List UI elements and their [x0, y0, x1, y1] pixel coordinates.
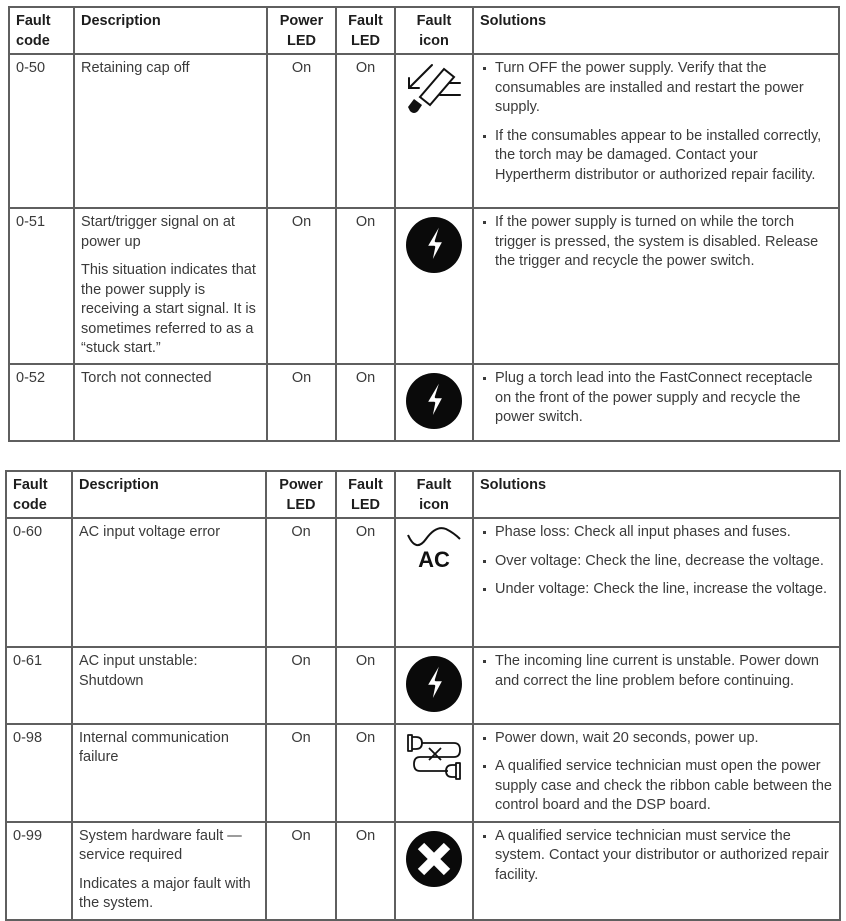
solutions: [473, 54, 839, 208]
power-led: On: [266, 647, 336, 724]
fault-code: 0-51: [9, 208, 74, 364]
solution-item: Over voltage: Check the line, decrease the voltage.: [480, 552, 833, 572]
fault-led: On: [336, 518, 395, 647]
header-fault-code: Fault code: [6, 471, 72, 518]
fault-code: 0-60: [6, 518, 72, 647]
power-led: On: [266, 724, 336, 822]
table-row: [6, 518, 840, 647]
fault-icon-cell: [395, 518, 473, 647]
fault-code: 0-99: [6, 822, 72, 920]
solution-item: Under voltage: Check the line, increase the voltage.: [480, 580, 833, 600]
header-fault-icon: Fault icon: [395, 471, 473, 518]
fault-code: 0-98: [6, 724, 72, 822]
power-led: On: [266, 822, 336, 920]
solution-item: A qualified service technician must open the power supply case and check the ribbon cable between the control board and the DSP board.: [480, 757, 833, 816]
lightning-bolt-icon: [404, 215, 464, 275]
fault-table-2: [5, 470, 841, 921]
fault-led: On: [336, 364, 395, 441]
fault-icon-cell: [395, 822, 473, 920]
description: System hardware fault — service required Indicates a major fault with the system.: [72, 822, 266, 920]
header-power-led: Power LED: [267, 7, 336, 54]
table-row: [6, 822, 840, 920]
solution-item: Phase loss: Check all input phases and fuses.: [480, 523, 833, 543]
header-fault-code: Fault code: [9, 7, 74, 54]
fault-table-1: [8, 6, 840, 442]
header-fault-led: Fault LED: [336, 7, 395, 54]
table-row: [9, 208, 839, 364]
solution-item: Plug a torch lead into the FastConnect receptacle on the front of the power supply and recycle the power switch.: [480, 369, 832, 428]
table-row: [6, 724, 840, 822]
fault-led: On: [336, 208, 395, 364]
fault-icon-cell: [395, 364, 473, 441]
header-row: [6, 471, 840, 518]
solutions: [473, 518, 840, 647]
fault-code: 0-61: [6, 647, 72, 724]
power-led: On: [267, 208, 336, 364]
fault-icon-cell: [395, 647, 473, 724]
lightning-bolt-icon: [404, 371, 464, 431]
power-led: On: [267, 364, 336, 441]
power-led: On: [267, 54, 336, 208]
description: Retaining cap off: [74, 54, 267, 208]
table-row: [9, 364, 839, 441]
header-row: [9, 7, 839, 54]
x-circle-icon: [404, 829, 464, 889]
disconnected-cable-icon: [404, 731, 464, 791]
solution-item: If the power supply is turned on while the torch trigger is pressed, the system is disabled. Release the trigger and recycle the power switch.: [480, 213, 832, 272]
description: Internal communication failure: [72, 724, 266, 822]
description: Torch not connected: [74, 364, 267, 441]
description: AC input unstable: Shutdown: [72, 647, 266, 724]
fault-led: On: [336, 822, 395, 920]
header-power-led: Power LED: [266, 471, 336, 518]
header-fault-icon: Fault icon: [395, 7, 473, 54]
description: Start/trigger signal on at power up This situation indicates that the power supply is receiving a start signal. It is sometimes referred to as a “stuck start.”: [74, 208, 267, 364]
header-solutions: Solutions: [473, 471, 840, 518]
fault-icon-cell: [395, 724, 473, 822]
fault-icon-cell: [395, 54, 473, 208]
solution-item: Turn OFF the power supply. Verify that the consumables are installed and restart the power supply.: [480, 59, 832, 118]
retaining-cap-off-icon: [404, 61, 464, 121]
table-row: [6, 647, 840, 724]
fault-code: 0-50: [9, 54, 74, 208]
solution-item: The incoming line current is unstable. Power down and correct the line problem before continuing.: [480, 652, 833, 691]
lightning-bolt-icon: [404, 654, 464, 714]
power-led: On: [266, 518, 336, 647]
header-description: Description: [72, 471, 266, 518]
solutions: [473, 724, 840, 822]
solution-item: If the consumables appear to be installed correctly, the torch may be damaged. Contact your Hypertherm distributor or authorized repair facility.: [480, 127, 832, 186]
header-fault-led: Fault LED: [336, 471, 395, 518]
fault-led: On: [336, 54, 395, 208]
ac-wave-icon: [404, 525, 464, 549]
ac-label: AC: [418, 547, 450, 572]
solutions: [473, 822, 840, 920]
fault-icon-cell: [395, 208, 473, 364]
fault-code: 0-52: [9, 364, 74, 441]
solutions: [473, 208, 839, 364]
solution-item: Power down, wait 20 seconds, power up.: [480, 729, 833, 749]
fault-led: On: [336, 724, 395, 822]
fault-led: On: [336, 647, 395, 724]
description: AC input voltage error: [72, 518, 266, 647]
solutions: [473, 364, 839, 441]
header-description: Description: [74, 7, 267, 54]
header-solutions: Solutions: [473, 7, 839, 54]
solutions: [473, 647, 840, 724]
solution-item: A qualified service technician must service the system. Contact your distributor or authorized repair facility.: [480, 827, 833, 886]
table-row: [9, 54, 839, 208]
